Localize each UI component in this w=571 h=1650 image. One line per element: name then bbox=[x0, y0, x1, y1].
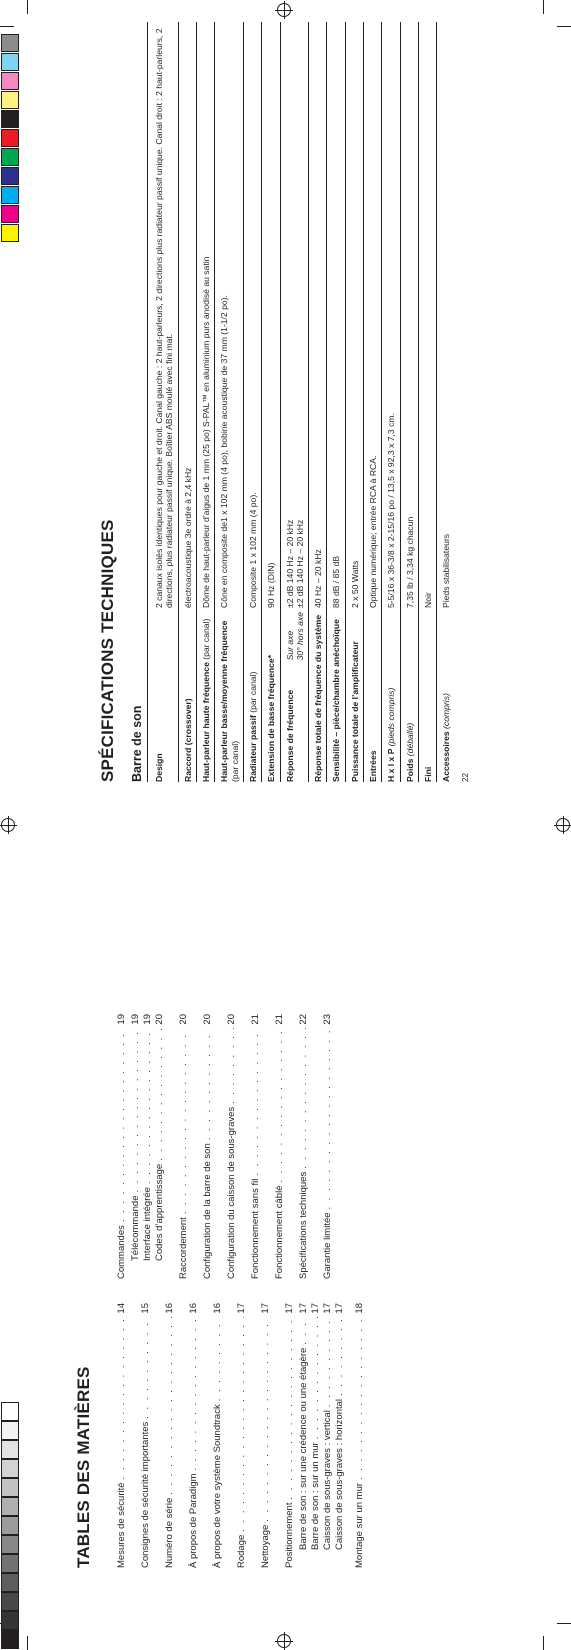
spec-table bbox=[150, 22, 455, 782]
color-swatch bbox=[1, 224, 19, 242]
crop-mark bbox=[0, 26, 14, 27]
toc-item[interactable]: Rodage . . . 17 bbox=[236, 1303, 260, 1568]
spec-row bbox=[309, 22, 327, 782]
toc-subitem[interactable]: Barre de son : sur une crédence ou une étagère . . . 17 bbox=[298, 1303, 310, 1568]
spec-value: 2 x 50 Watts bbox=[345, 22, 363, 608]
spec-value: 40 Hz – 20 kHz bbox=[309, 22, 327, 608]
spec-row bbox=[243, 22, 261, 782]
toc-item[interactable]: Consignes de sécurité importantes . . . 15 bbox=[140, 1303, 164, 1568]
spec-key: Sensibilité – pièce/chambre anéchoïque bbox=[327, 608, 345, 782]
spec-key: Raccord (crossover) bbox=[178, 608, 196, 782]
spec-row bbox=[178, 22, 196, 782]
toc-item[interactable]: Nettoyage . . . 17 bbox=[260, 1303, 284, 1568]
spec-row bbox=[382, 22, 400, 782]
toc-item[interactable]: À propos de Paradigm . . . 16 bbox=[188, 1303, 212, 1568]
crop-mark bbox=[543, 0, 544, 14]
registration-mark-icon bbox=[277, 1634, 291, 1648]
color-swatch bbox=[1, 110, 19, 128]
spec-subtitle: Barre de son bbox=[130, 22, 148, 782]
toc-item[interactable]: Fonctionnement câblé . . . 21 bbox=[274, 1014, 298, 1279]
spec-value: 88 dB / 85 dB bbox=[327, 22, 345, 608]
spec-row bbox=[327, 22, 345, 782]
toc-left-column bbox=[116, 1303, 378, 1568]
toc-subitem[interactable]: Télécommande . . . 19 bbox=[130, 1014, 142, 1279]
color-swatch bbox=[1, 91, 19, 109]
gray-swatch bbox=[1, 1402, 19, 1421]
toc-item[interactable]: Montage sur un mur . . . 18 bbox=[354, 1303, 378, 1568]
gray-swatch bbox=[1, 1592, 19, 1611]
toc-subitem[interactable]: Caisson de sous-graves : vertical . . . 17 bbox=[322, 1303, 334, 1568]
spec-value: 5-5/16 x 36-3/8 x 2-15/16 po / 13,5 x 92,3 x 7,3 cm. bbox=[382, 22, 400, 608]
spec-row bbox=[345, 22, 363, 782]
spec-value: Cône en composite de1 x 102 mm (4 po), bobine acoustique de 37 mm (1-1/2 po). bbox=[215, 22, 244, 608]
spec-key: Entrées bbox=[364, 608, 382, 782]
spec-value: Optique numérique; entrée RCA à RCA. bbox=[364, 22, 382, 608]
toc-item[interactable]: À propos de votre système Soundtrack . . . 16 bbox=[212, 1303, 236, 1568]
color-swatch bbox=[1, 53, 19, 71]
spec-value: 90 Hz (DIN) bbox=[262, 22, 280, 608]
gray-swatch bbox=[1, 1611, 19, 1630]
spec-title: SPÉCIFICATIONS TECHNIQUES bbox=[98, 519, 117, 782]
spec-key: H x l x P (pieds compris) bbox=[382, 608, 400, 782]
spec-value: 7,35 lb / 3,34 kg chacun bbox=[400, 22, 418, 608]
toc-item[interactable]: Mesures de sécurité . . . 14 bbox=[116, 1303, 140, 1568]
spec-row bbox=[400, 22, 418, 782]
gray-swatch bbox=[1, 1478, 19, 1497]
toc-item[interactable]: Configuration du caisson de sous-graves . . . 20 bbox=[226, 1014, 250, 1279]
spec-row bbox=[364, 22, 382, 782]
crop-mark bbox=[543, 1636, 544, 1650]
crop-mark bbox=[557, 26, 571, 27]
gray-swatch bbox=[1, 1459, 19, 1478]
gray-swatch bbox=[1, 1554, 19, 1573]
toc-subitem[interactable]: Codes d’apprentissage . . . 20 bbox=[154, 1014, 178, 1279]
gray-swatch bbox=[1, 1630, 19, 1649]
registration-mark-icon bbox=[556, 818, 570, 832]
toc-item[interactable]: Fonctionnement sans fil . . . 21 bbox=[250, 1014, 274, 1279]
crop-mark bbox=[27, 0, 28, 14]
gray-swatch bbox=[1, 1421, 19, 1440]
color-swatch bbox=[1, 167, 19, 185]
table-of-contents bbox=[74, 688, 394, 1568]
color-swatch bbox=[1, 72, 19, 90]
toc-item[interactable]: Configuration de la barre de son . . . 20 bbox=[202, 1014, 226, 1279]
toc-item[interactable]: Spécifications techniques . . . 22 bbox=[298, 1014, 322, 1279]
color-swatch bbox=[1, 34, 19, 52]
spec-key: Fini bbox=[419, 608, 437, 782]
spec-key: Radiateur passif (par canal) bbox=[243, 608, 261, 782]
gray-swatch bbox=[1, 1497, 19, 1516]
color-swatch bbox=[1, 205, 19, 223]
spec-row bbox=[215, 22, 244, 782]
spec-value: 2 canaux isolés identiques pour gauche et droit. Canal gauche : 2 haut-parleurs, 2 directions plus radiateur passif unique. Canal droit : 2 haut-parleurs, 2 directions, plus radiateur passif unique. Boîtier ABS moulé avec fini mat. bbox=[150, 22, 178, 608]
spec-key: Haut-parleur basse/moyenne fréquence (par canal) bbox=[215, 608, 244, 782]
page-number: 22 bbox=[460, 773, 470, 782]
spec-value: Noir bbox=[419, 22, 437, 608]
spec-value: Composite 1 x 102 mm (4 po). bbox=[243, 22, 261, 608]
color-bar bbox=[1, 34, 19, 243]
spec-key: Accessoires (compris) bbox=[441, 693, 452, 782]
spec-value: électroacoustique 3e ordre à 2,4 kHz bbox=[178, 22, 196, 608]
color-swatch bbox=[1, 129, 19, 147]
gray-swatch bbox=[1, 1573, 19, 1592]
gray-swatch bbox=[1, 1516, 19, 1535]
toc-item[interactable]: Positionnement . . . 17 bbox=[284, 1303, 298, 1568]
spec-row bbox=[437, 22, 455, 782]
gray-swatch bbox=[1, 1440, 19, 1459]
toc-item[interactable]: Raccordement . . . 20 bbox=[178, 1014, 202, 1279]
color-swatch bbox=[1, 148, 19, 166]
toc-item[interactable]: Garantie limitée . . . 23 bbox=[322, 1014, 346, 1279]
spec-row bbox=[150, 22, 178, 782]
toc-subitem[interactable]: Caisson de sous-graves : horizontal . . . 17 bbox=[334, 1303, 354, 1568]
crop-mark bbox=[27, 1636, 28, 1650]
spec-key: Haut-parleur haute fréquence (par canal) bbox=[196, 608, 214, 782]
spec-value: Pieds stabilisateurs bbox=[441, 533, 452, 608]
spec-key: Réponse totale de fréquence du système bbox=[309, 608, 327, 782]
toc-subitem[interactable]: Interface intégrée . . . 19 bbox=[142, 1014, 154, 1279]
toc-subitem[interactable]: Barre de son : sur un mur . . . 17 bbox=[310, 1303, 322, 1568]
spec-key: Design bbox=[150, 608, 178, 782]
gray-scale-bar bbox=[1, 1402, 19, 1649]
spec-row bbox=[262, 22, 280, 782]
spec-key: Puissance totale de l’amplificateur bbox=[345, 608, 363, 782]
color-swatch bbox=[1, 186, 19, 204]
toc-item[interactable]: Commandes . . . 19 bbox=[116, 1014, 130, 1279]
spec-row bbox=[280, 22, 309, 782]
spec-key: Réponse de fréquence Sur axe 30° hors axe bbox=[280, 608, 309, 782]
spec-key: Extension de basse fréquence* bbox=[262, 608, 280, 782]
toc-title: TABLES DES MATIÈRES bbox=[74, 1366, 93, 1568]
gray-swatch bbox=[1, 1535, 19, 1554]
registration-mark-icon bbox=[1, 818, 15, 832]
crop-mark bbox=[557, 1623, 571, 1624]
spec-row bbox=[419, 22, 437, 782]
toc-right-column bbox=[116, 1014, 378, 1279]
spec-key: Poids (déballé) bbox=[400, 608, 418, 782]
spec-value: ±2 dB 140 Hz – 20 kHz ±2 dB 140 Hz – 20 kHz bbox=[280, 22, 309, 608]
specifications-section bbox=[98, 22, 498, 782]
spec-value: Dôme de haut-parleur d’aigus de 1 mm (25 po) S-PAL™ en aluminium purs anodisé au satin bbox=[196, 22, 214, 608]
registration-mark-icon bbox=[277, 3, 291, 17]
toc-item[interactable]: Numéro de série . . . 16 bbox=[164, 1303, 188, 1568]
spec-row bbox=[196, 22, 214, 782]
